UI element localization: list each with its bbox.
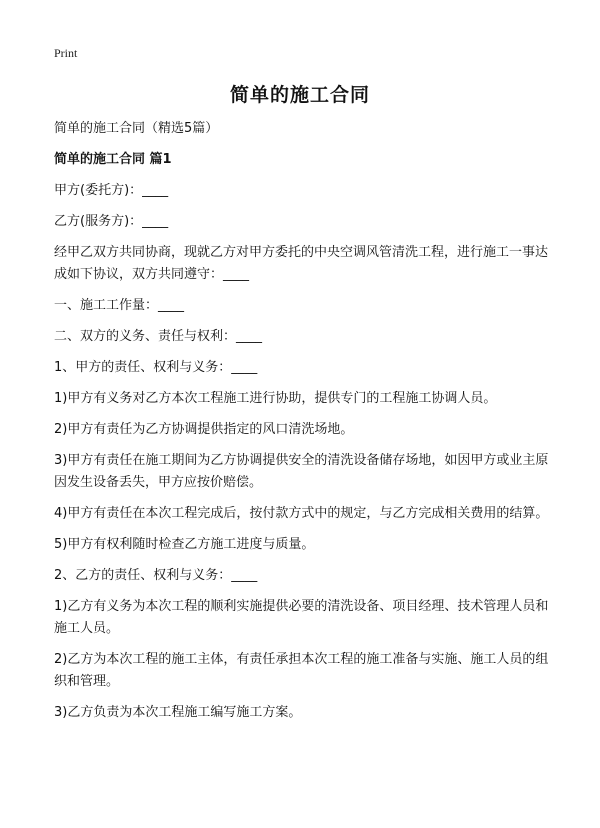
print-link[interactable]: Print xyxy=(54,46,78,60)
clause-obligations: 二、双方的义务、责任与权利：____ xyxy=(54,329,263,344)
party-a-duty-1: 1)甲方有义务对乙方本次工程施工进行协助，提供专门的工程施工协调人员。 xyxy=(54,391,497,406)
party-b-duty-2: 2)乙方为本次工程的施工主体，有责任承担本次工程的施工准备与实施、施工人员的组织和管理。 xyxy=(54,652,549,689)
party-a-duty-3: 3)甲方有责任在施工期间为乙方协调提供安全的清洗设备储存场地，如因甲方或业主原因发生设备丢失，甲方应按价赔偿。 xyxy=(54,453,549,490)
party-a-duty-2: 2)甲方有责任为乙方协调提供指定的风口清洗场地。 xyxy=(54,422,354,437)
party-b-duties-heading: 2、乙方的责任、权利与义务：____ xyxy=(54,568,258,583)
party-a-duties-heading: 1、甲方的责任、权利与义务：____ xyxy=(54,360,258,375)
document-title: 简单的施工合同 xyxy=(229,84,370,106)
party-b-line: 乙方(服务方)：____ xyxy=(54,214,169,229)
document-body xyxy=(54,118,554,724)
clause-workload: 一、施工工作量：____ xyxy=(54,298,185,313)
party-b-duty-3: 3)乙方负责为本次工程施工编写施工方案。 xyxy=(54,705,302,720)
party-b-duty-1: 1)乙方有义务为本次工程的顺利实施提供必要的清洗设备、项目经理、技术管理人员和施工人员。 xyxy=(54,599,549,636)
party-a-line: 甲方(委托方)：____ xyxy=(54,183,169,198)
party-a-duty-4: 4)甲方有责任在本次工程完成后，按付款方式中的规定，与乙方完成相关费用的结算。 xyxy=(54,506,549,521)
intro-paragraph: 经甲乙双方共同协商，现就乙方对甲方委托的中央空调风管清洗工程，进行施工一事达成如下协议，双方共同遵守：____ xyxy=(54,245,549,282)
document-subtitle: 简单的施工合同（精选5篇） xyxy=(54,121,219,136)
section-heading: 简单的施工合同 篇1 xyxy=(54,152,172,167)
party-a-duty-5: 5)甲方有权利随时检查乙方施工进度与质量。 xyxy=(54,537,315,552)
